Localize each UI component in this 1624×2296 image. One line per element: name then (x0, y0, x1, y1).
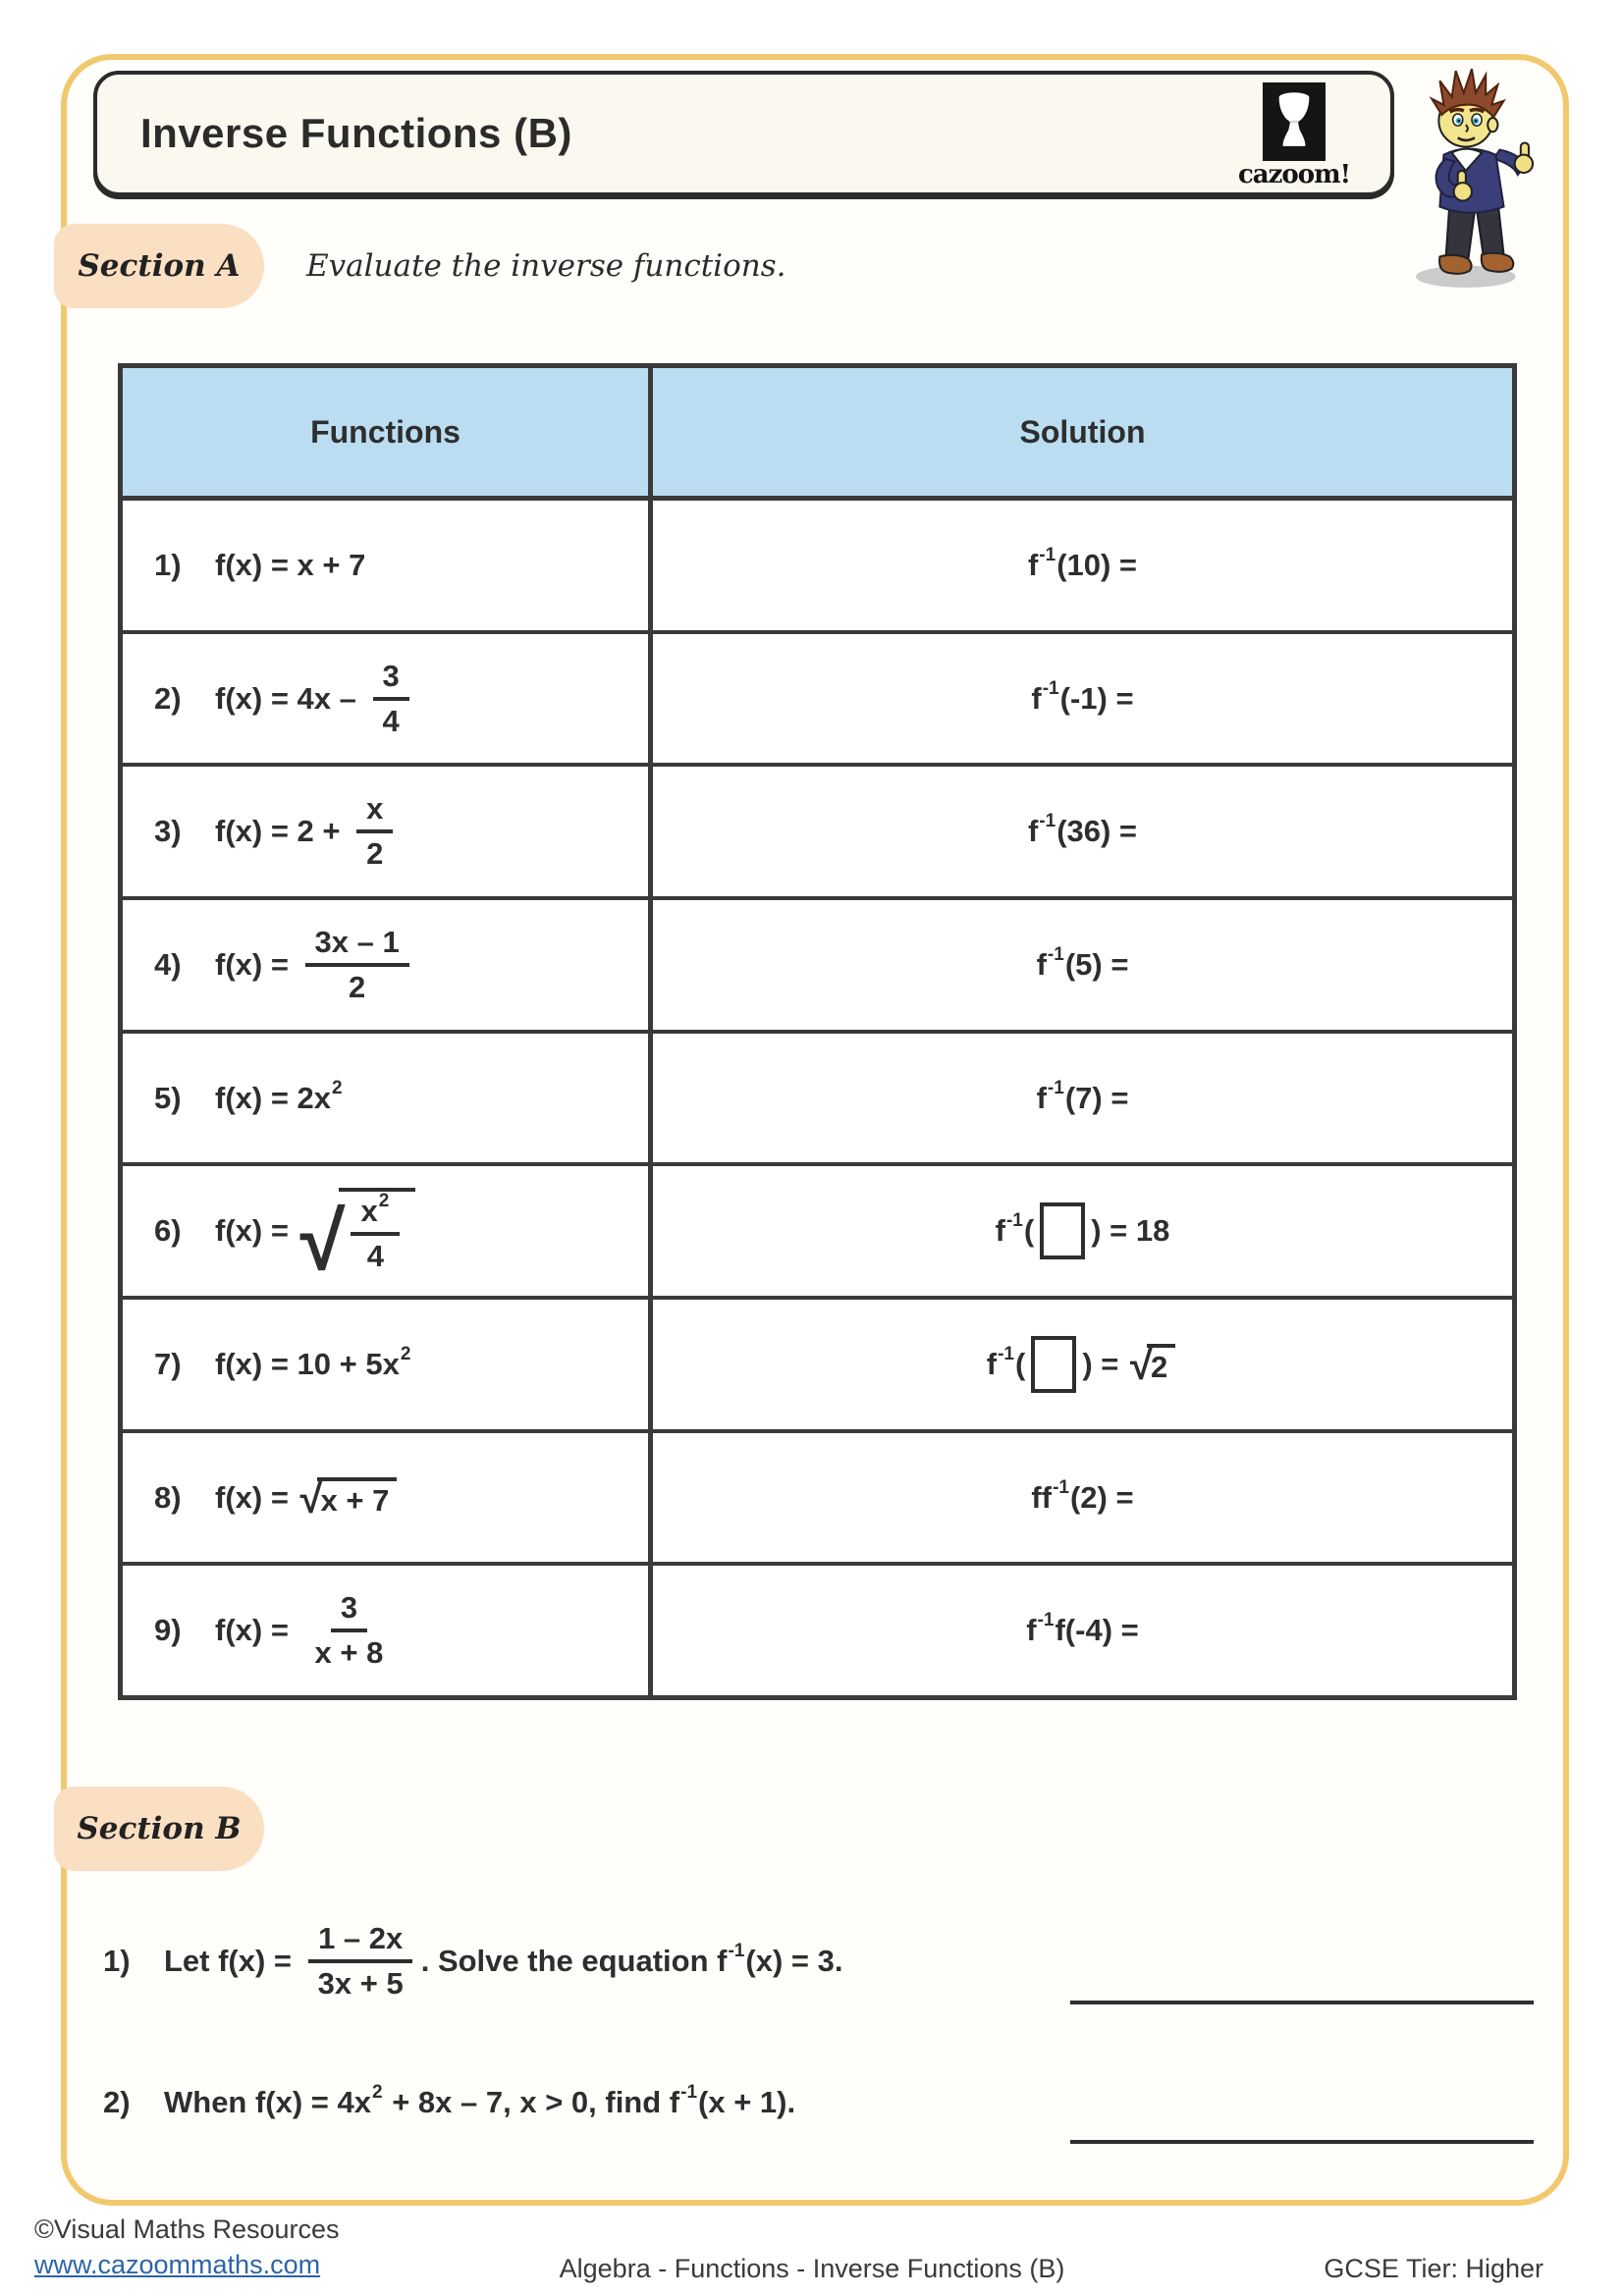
section-a-instruction: Evaluate the inverse functions. (306, 248, 786, 284)
math-text: x + 8 (314, 1635, 384, 1671)
math-text: (-1) = (1059, 680, 1134, 716)
fraction-denominator (339, 967, 375, 1005)
fraction-numerator (356, 791, 393, 833)
question-number: 2) (154, 680, 182, 716)
question-number: 1) (103, 1944, 131, 1978)
math-text: (10) = (1056, 547, 1138, 582)
superscript: 2 (332, 1077, 343, 1098)
fraction (356, 791, 393, 872)
superscript: -1 (1053, 1476, 1069, 1498)
radical-icon: √ (1130, 1342, 1153, 1389)
math-text: f (1036, 1080, 1047, 1115)
math-text: ff (1031, 1479, 1053, 1515)
square-root (299, 1188, 416, 1288)
table-row (123, 1166, 1512, 1300)
footer-tier: GCSE Tier: Higher (1324, 2254, 1543, 2283)
question-number: 7) (154, 1346, 182, 1381)
table-header-functions: Functions (123, 368, 653, 496)
drum-icon (1263, 82, 1326, 161)
math-text: . Solve the equation f (420, 1944, 728, 1978)
section-b-label: Section B (54, 1787, 264, 1871)
math-text: f(x) = 2x (215, 1080, 332, 1115)
mascot-boy-icon (1402, 59, 1545, 289)
math-text: f(x) = (215, 1613, 298, 1648)
math-text: ( (1015, 1346, 1026, 1381)
radicand (317, 1477, 398, 1519)
solution-cell (653, 501, 1512, 630)
question-number: 1) (154, 547, 182, 582)
section-b-problem-1 (103, 1906, 842, 2016)
math-text: f(-4) = (1055, 1613, 1139, 1648)
page-title: Inverse Functions (B) (140, 110, 572, 156)
fraction-numerator (331, 1590, 367, 1632)
answer-line-1 (1070, 2001, 1534, 2004)
superscript: -1 (680, 2082, 698, 2103)
math-text: ) = 18 (1091, 1213, 1170, 1249)
math-text: f(x) = 2 + (215, 814, 350, 849)
table-row (123, 1566, 1512, 1695)
superscript: 2 (372, 2082, 383, 2103)
superscript: 2 (400, 1343, 411, 1364)
fraction (351, 1191, 400, 1274)
function-cell (123, 1566, 653, 1695)
mascot-character (1402, 59, 1545, 289)
fraction-numerator (305, 925, 409, 967)
superscript: -1 (728, 1941, 745, 1961)
math-text: 3x – 1 (314, 924, 400, 959)
math-text: (2) = (1069, 1479, 1134, 1515)
math-text: 3 (382, 658, 400, 693)
math-text: 4 (382, 703, 400, 738)
radical-icon: √ (299, 1474, 323, 1522)
function-cell (123, 634, 653, 764)
cazoom-logo (1237, 82, 1351, 189)
math-text: x + 7 (320, 1482, 390, 1518)
radicand (339, 1188, 415, 1274)
function-cell (123, 1034, 653, 1163)
fraction (305, 1590, 394, 1671)
math-text: f(x) = (215, 1213, 298, 1249)
function-cell (123, 1433, 653, 1563)
question-number: 8) (154, 1479, 182, 1515)
superscript: 2 (378, 1191, 390, 1212)
math-text: x (360, 1194, 378, 1229)
math-text: 4 (366, 1239, 385, 1274)
fraction-denominator (356, 833, 393, 872)
fraction (308, 1921, 413, 2002)
solution-cell (653, 1300, 1512, 1429)
math-text: When f(x) = 4x (164, 2085, 372, 2119)
fraction-numerator (351, 1191, 400, 1236)
footer-url-link[interactable]: www.cazoommaths.com (34, 2250, 321, 2279)
square-root (299, 1474, 398, 1522)
superscript: -1 (1037, 1610, 1055, 1631)
fraction-denominator (357, 1236, 394, 1274)
superscript: -1 (1047, 943, 1064, 965)
worksheet-table (118, 363, 1517, 1700)
question-number: 6) (154, 1213, 182, 1249)
function-cell (123, 767, 653, 896)
math-text: x (366, 791, 384, 827)
superscript: -1 (998, 1343, 1015, 1364)
math-text: f (1026, 1613, 1037, 1648)
table-row (123, 767, 1512, 900)
math-text: f (995, 1213, 1005, 1249)
superscript: -1 (1042, 677, 1059, 699)
answer-box (1031, 1336, 1076, 1393)
question-number: 4) (154, 946, 182, 982)
title-box (93, 71, 1394, 196)
math-text: (x + 1). (698, 2085, 796, 2119)
answer-box (1040, 1202, 1085, 1259)
math-text: f(x) = (215, 946, 298, 982)
math-text: f(x) = x + 7 (215, 547, 366, 582)
superscript: -1 (1047, 1077, 1064, 1098)
section-a-label: Section A (54, 224, 264, 308)
math-text: (7) = (1064, 1080, 1129, 1115)
table-row (123, 1300, 1512, 1433)
table-row (123, 501, 1512, 634)
fraction (305, 925, 409, 1005)
function-cell (123, 900, 653, 1030)
math-text: 2 (349, 969, 366, 1004)
table-row (123, 1034, 1512, 1167)
math-text: + 8x – 7, x > 0, find f (383, 2085, 680, 2119)
question-number: 2) (103, 2085, 131, 2119)
superscript: -1 (1039, 811, 1056, 832)
function-cell (123, 1166, 653, 1296)
footer-worksheet-path: Algebra - Functions - Inverse Functions (B) (559, 2254, 1065, 2283)
solution-cell (653, 1566, 1512, 1695)
table-body (123, 501, 1512, 1695)
function-cell (123, 1300, 653, 1429)
math-text: f(x) = 4x – (215, 680, 365, 716)
fraction-numerator (373, 659, 409, 701)
solution-cell (653, 1166, 1512, 1296)
footer-copyright: ©Visual Maths Resources (34, 2215, 340, 2244)
solution-cell (653, 1433, 1512, 1563)
math-text: f (986, 1346, 998, 1381)
math-text: (5) = (1064, 946, 1129, 982)
radical-icon: √ (299, 1195, 346, 1288)
fraction-denominator (305, 1632, 394, 1671)
math-text: 3 (340, 1590, 358, 1626)
table-row (123, 634, 1512, 768)
radicand (1147, 1344, 1175, 1385)
superscript: -1 (1005, 1210, 1023, 1232)
fraction-denominator (308, 1963, 413, 2002)
math-text: (x) = 3. (745, 1944, 843, 1978)
table-row (123, 1433, 1512, 1567)
math-text: 2 (1150, 1349, 1168, 1384)
section-b-problem-2 (103, 2073, 795, 2132)
solution-cell (653, 767, 1512, 896)
math-text: f(x) = (215, 1479, 298, 1515)
math-text: f (1036, 946, 1047, 982)
table-row (123, 900, 1512, 1034)
math-text: ) = (1082, 1346, 1127, 1381)
math-text: Let f(x) = (164, 1944, 300, 1978)
question-number: 9) (154, 1613, 182, 1648)
solution-cell (653, 900, 1512, 1030)
math-text: f (1031, 680, 1042, 716)
table-header-row (123, 368, 1512, 501)
math-text: ( (1023, 1213, 1035, 1249)
math-text: f(x) = 10 + 5x (215, 1346, 400, 1381)
math-text: 3x + 5 (317, 1966, 404, 2001)
answer-line-2 (1070, 2140, 1534, 2144)
fraction-numerator (308, 1921, 412, 1963)
math-text: 1 – 2x (318, 1921, 404, 1955)
square-root (1130, 1342, 1175, 1389)
fraction (373, 659, 409, 739)
brand-name: cazoom! (1237, 160, 1351, 189)
question-number: 3) (154, 814, 182, 849)
fraction-denominator (373, 701, 409, 739)
solution-cell (653, 634, 1512, 764)
function-cell (123, 501, 653, 630)
superscript: -1 (1039, 544, 1056, 565)
math-text: 2 (366, 836, 384, 872)
math-text: f (1027, 814, 1039, 849)
solution-cell (653, 1034, 1512, 1163)
table-header-solution: Solution (1019, 413, 1146, 450)
math-text: (36) = (1056, 814, 1138, 849)
question-number: 5) (154, 1080, 182, 1115)
math-text: f (1027, 547, 1039, 582)
